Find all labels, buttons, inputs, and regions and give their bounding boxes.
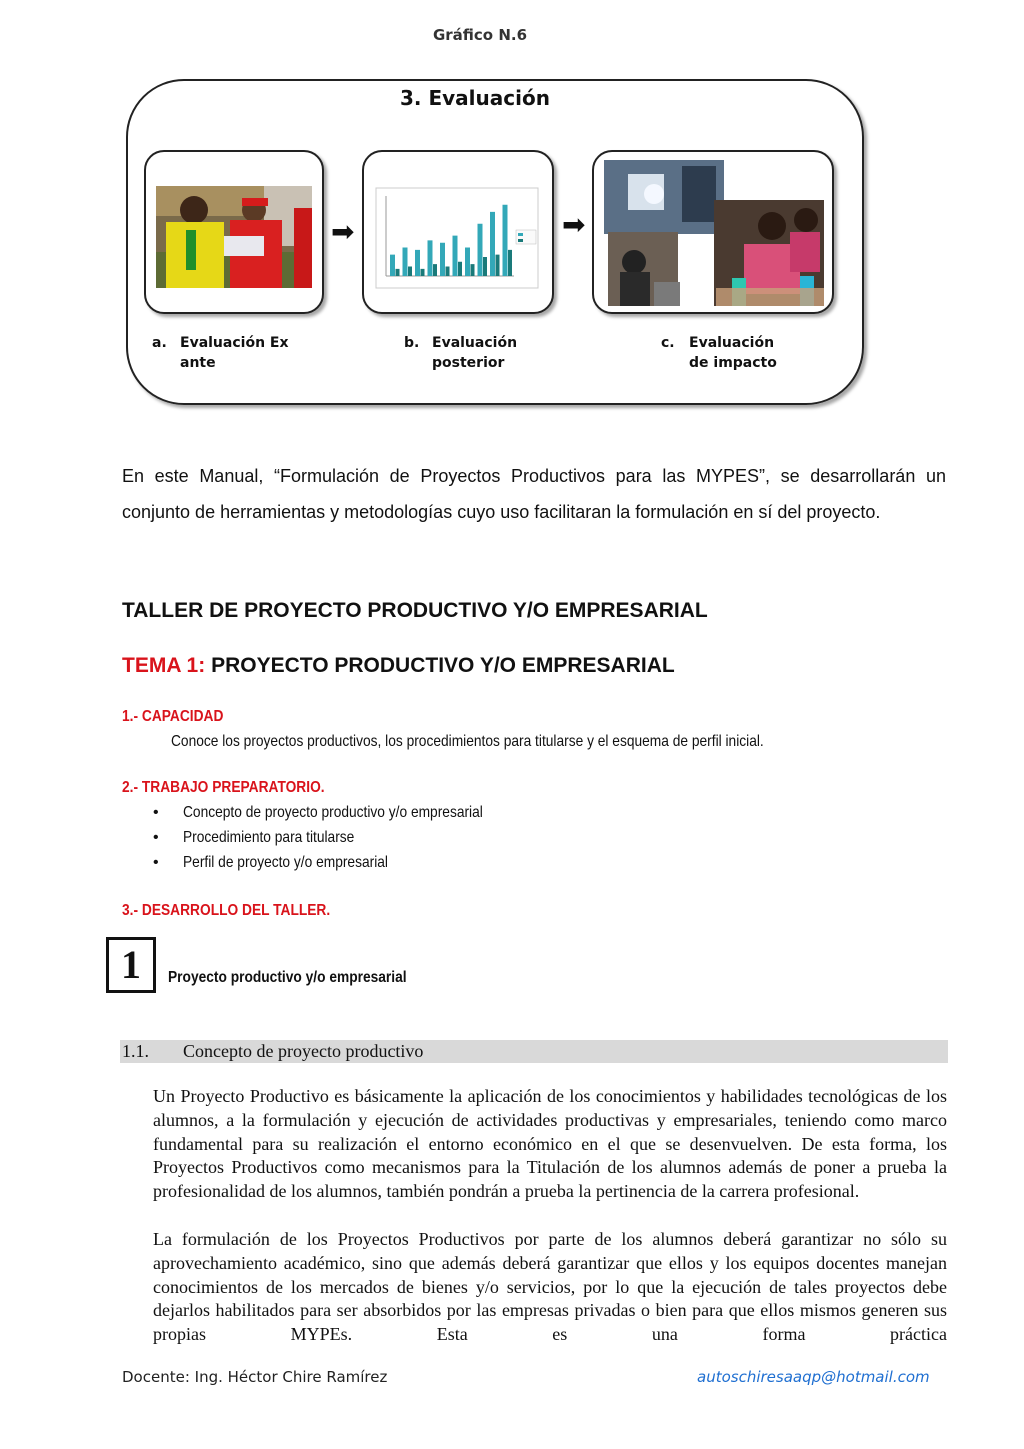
- stage-a-mark: a.: [152, 335, 167, 351]
- body-paragraph: Un Proyecto Productivo es básicamente la aplicación de los conocimientos y habilidades tecnológicas de los alumnos, a la formulación y ejecución de actividades productivas y empresariales, teniendo como marco fundamental para su realización el entorno económico en el que se desenvuelven. De esta forma, los Proyectos Productivos como mecanismos para la Titulación de los alumnos además de poner a prueba la profesionalidad de los alumnos, también pondrán a prueba la pertinencia de la carrera profesional.: [153, 1086, 947, 1202]
- stage-c-box: [592, 150, 834, 314]
- footer-email-link[interactable]: autoschiresaaqp@hotmail.com: [697, 1368, 930, 1386]
- chart-bar: [421, 269, 425, 276]
- stage-a-label: [152, 333, 289, 373]
- chart-bar: [415, 250, 420, 276]
- chart-bar: [440, 243, 445, 276]
- stage-c-line1: Evaluación: [689, 335, 775, 351]
- footer-teacher: Docente: Ing. Héctor Chire Ramírez: [122, 1368, 388, 1386]
- bullet-icon: •: [153, 854, 159, 871]
- stage-c-mark: c.: [661, 335, 675, 351]
- chart-bar: [490, 212, 495, 276]
- list-item: Perfil de proyecto y/o empresarial: [183, 854, 388, 871]
- stage-b-line2: posterior: [432, 355, 505, 371]
- tema-title: PROYECTO PRODUCTIVO Y/O EMPRESARIAL: [211, 654, 675, 677]
- chart-bar: [496, 255, 500, 276]
- stage-a-line1: Evaluación Ex: [180, 335, 289, 351]
- chart-bar: [396, 269, 400, 276]
- stage-b-mark: b.: [404, 335, 420, 351]
- section-number-box: 1: [106, 937, 156, 993]
- chart-bar: [403, 248, 408, 277]
- chart-bar: [408, 267, 412, 277]
- list-item: Procedimiento para titularse: [183, 829, 355, 846]
- section-title: Proyecto productivo y/o empresarial: [168, 969, 407, 986]
- subsection-number: 1.1.: [122, 1041, 149, 1061]
- stage-b-line1: Evaluación: [432, 335, 518, 351]
- chart-bar: [433, 264, 437, 276]
- stage-b-box: [362, 150, 554, 314]
- list-item: Concepto de proyecto productivo y/o empresarial: [183, 804, 483, 821]
- field-survey-photo: [146, 152, 322, 312]
- figure-caption: Gráfico N.6: [432, 26, 528, 44]
- tema-heading: [122, 654, 675, 678]
- stage-a-box: [144, 150, 324, 314]
- stage-b-label: [404, 333, 517, 373]
- bullet-icon: •: [153, 804, 159, 821]
- trabajo-preparatorio-heading: 2.- TRABAJO PREPARATORIO.: [122, 779, 325, 796]
- stage-a-line2: ante: [180, 355, 216, 371]
- chart-bar: [390, 255, 395, 276]
- subsection-title: Concepto de proyecto productivo: [183, 1041, 424, 1061]
- chart-bar: [478, 224, 483, 276]
- chart-bar: [503, 205, 508, 276]
- stage-c-label: [661, 333, 777, 373]
- chart-bar: [428, 240, 433, 276]
- capacidad-text: Conoce los proyectos productivos, los procedimientos para titularse y el esquema de perfil inicial.: [171, 733, 764, 750]
- arrow-right-icon: ➡: [331, 216, 355, 247]
- results-bar-chart-image: [364, 152, 552, 312]
- desarrollo-heading: 3.- DESARROLLO DEL TALLER.: [122, 902, 331, 919]
- evaluation-diagram-title: 3. Evaluación: [400, 86, 550, 110]
- bullet-icon: •: [153, 829, 159, 846]
- chart-bar: [471, 264, 475, 276]
- impact-photo-collage: [594, 152, 832, 312]
- chart-bar: [446, 267, 450, 277]
- stage-c-line2: de impacto: [689, 355, 777, 371]
- arrow-right-icon: ➡: [562, 209, 586, 240]
- chart-bar: [508, 250, 512, 276]
- chart-bar: [458, 262, 462, 276]
- chart-bar: [465, 248, 470, 277]
- tema-label: TEMA 1:: [122, 654, 206, 677]
- chart-bar: [483, 257, 487, 276]
- intro-paragraph: En este Manual, “Formulación de Proyectos Productivos para las MYPES”, se desarrollarán un conjunto de herramientas y metodologías cuyo uso facilitaran la formulación en sí del proyecto.: [122, 466, 946, 522]
- body-paragraph: La formulación de los Proyectos Productivos por parte de los alumnos deberá garantizar no sólo su aprovechamiento académico, sino que además deberá garantizar que ellos y los equipos docentes manejan conocimientos de los mercados de bienes y/o servicios, por lo que la ejecución de tales proyectos debe dejarlos habilitados para ser absorbidos por las empresas privadas o bien para que ellos mismos generen sus propias MYPEs. Esta es una forma práctica: [153, 1229, 947, 1345]
- chart-bar: [453, 236, 458, 276]
- workshop-title: TALLER DE PROYECTO PRODUCTIVO Y/O EMPRESARIAL: [122, 599, 708, 622]
- capacidad-heading: 1.- CAPACIDAD: [122, 708, 224, 725]
